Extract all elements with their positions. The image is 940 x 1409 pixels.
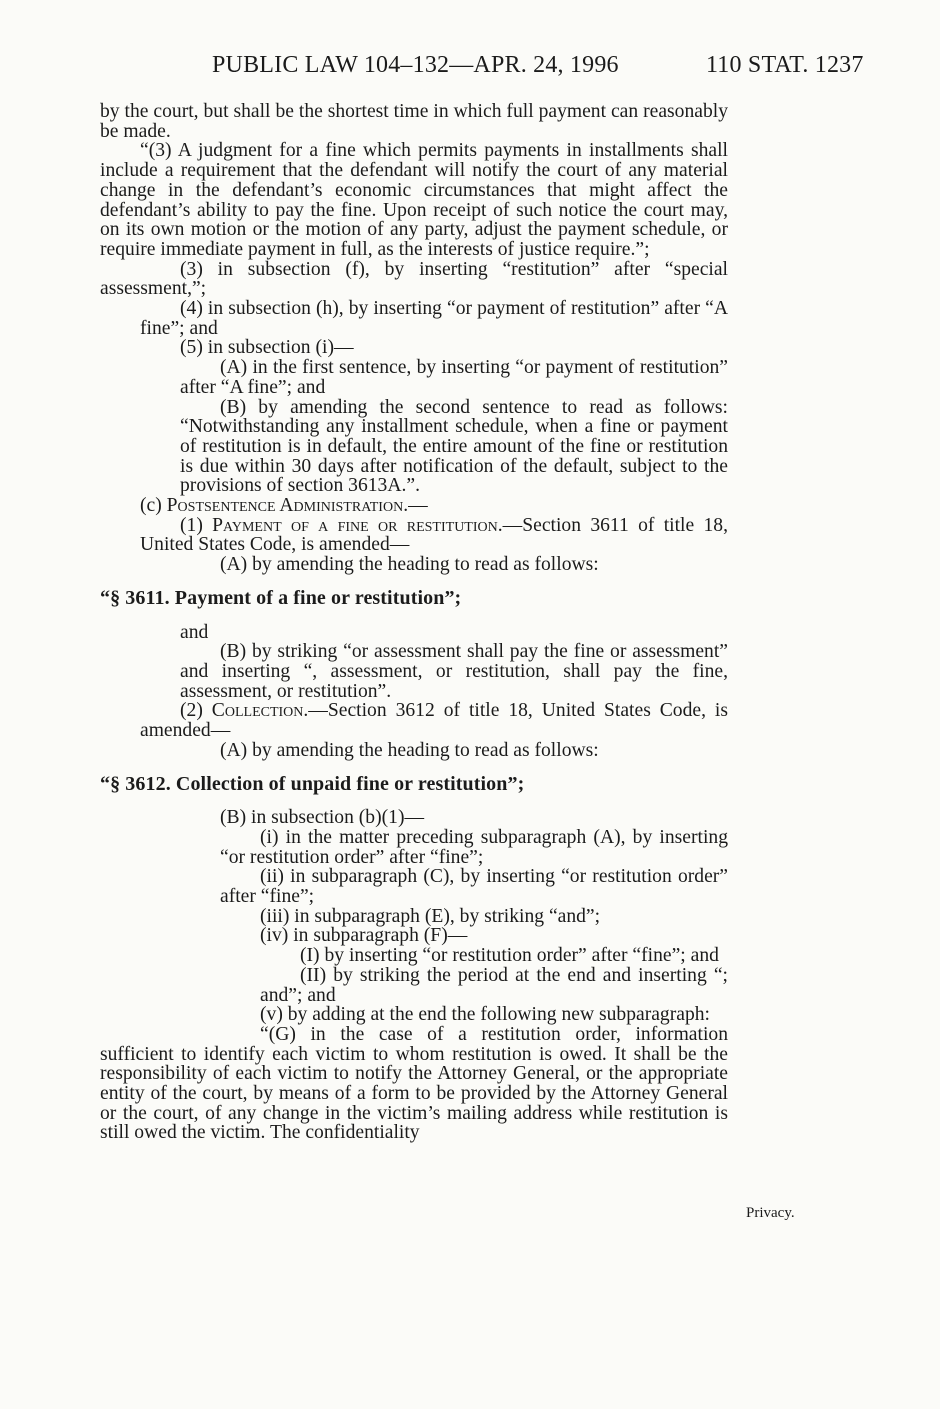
margin-note-privacy: Privacy. xyxy=(746,1205,795,1221)
subsection-c-label: (c) xyxy=(140,495,167,517)
clause-iii: (iii) in subparagraph (E), by striking “and”; xyxy=(260,905,601,927)
clause-i: (i) in the matter preceding subparagraph (A), by inserting “or restitution order” after “fine”; xyxy=(220,826,728,868)
paragraph-amend-3: (3) in subsection (f), by inserting “restitution” after “special assessment,”; xyxy=(100,258,728,300)
paragraph-quoted-3: “(3) A judgment for a fine which permits payments in installments shall include a requirement that the defendant will notify the court of any material change in the defendant’s economic circumstances that might affect the defendant’s ability to pay the fine. Upon receipt of such notice the court may, on its own motion or the motion of any party, adjust the payment schedule, or require immediate payment in full, as the interests of justice require.”; xyxy=(100,140,728,260)
paragraph-c2A: (A) by amending the heading to read as follows: xyxy=(220,739,599,761)
paragraph-c1-text: .—Section 3611 of title 18, United States Code, is amended— xyxy=(140,514,728,556)
paragraph-c1-title: Payment of a fine or restitution xyxy=(212,514,498,536)
paragraph-amend-5: (5) in subsection (i)— xyxy=(180,337,354,359)
paragraph-amend-4: (4) in subsection (h), by inserting “or payment of restitution” after “A fine”; and xyxy=(140,298,728,339)
clause-v: (v) by adding at the end the following new subparagraph: xyxy=(260,1004,710,1026)
paragraph-amend-5A: (A) in the first sentence, by inserting “or payment of restitution” after “A fine”; and xyxy=(180,357,728,398)
clause-iv: (iv) in subparagraph (F)— xyxy=(260,925,468,947)
clause-ii: (ii) in subparagraph (C), by inserting “or restitution order” after “fine”; xyxy=(220,866,728,908)
page-header xyxy=(0,52,940,86)
paragraph-c2-text: .—Section 3612 of title 18, United States Code, is amended— xyxy=(140,700,728,742)
section-heading-3611: “§ 3611. Payment of a fine or restitution”; xyxy=(100,586,462,609)
paragraph-c1 xyxy=(100,516,728,555)
document-body xyxy=(100,102,728,1143)
header-stat-citation: 110 STAT. 1237 xyxy=(706,52,864,78)
subsection-c-dash: .— xyxy=(403,495,428,517)
subsection-c-title: Postsentence Administration xyxy=(166,495,404,517)
paragraph-continuation: by the court, but shall be the shortest time in which full payment can reasonably be made. xyxy=(100,101,728,142)
paragraph-c2-label: (2) xyxy=(180,700,212,722)
subclause-I: (I) by inserting “or restitution order” after “fine”; and xyxy=(300,945,719,967)
header-title: PUBLIC LAW 104–132—APR. 24, 1996 xyxy=(212,52,619,78)
paragraph-c2 xyxy=(100,701,728,740)
paragraph-amend-5B: (B) by amending the second sentence to read as follows: “Notwithstanding any installment schedule, when a fine or payment of restitution is in default, the entire amount of the fine or restitution is due within 30 days after notification of the default, subject to the provisions of section 3613A.”. xyxy=(180,396,728,497)
subsection-c-heading xyxy=(100,496,728,516)
paragraph-c1B: (B) by striking “or assessment shall pay the fine or assessment” and inserting “, assessment, or restitution, shall pay the fine, assessment, or restitution”. xyxy=(180,641,728,702)
paragraph-c1A: (A) by amending the heading to read as follows: xyxy=(220,554,599,576)
paragraph-c1-label: (1) xyxy=(180,514,213,536)
paragraph-c2-title: Collection xyxy=(211,700,304,722)
quoted-subparagraph-G: “(G) in the case of a restitution order, information sufficient to identify each victim to whom restitution is owed. It shall be the responsibility of each victim to notify the Attorney General, or the appropriate entity of the court, by means of a form to be provided by the Attorney General or the court, of any change in the victim’s mailing address while restitution is still owed the victim. The confidentiality xyxy=(100,1023,728,1144)
paragraph-and: and xyxy=(180,621,209,643)
paragraph-c2B: (B) in subsection (b)(1)— xyxy=(220,807,425,829)
subclause-II: (II) by striking the period at the end and inserting “; and”; and xyxy=(260,964,728,1006)
section-heading-3612: “§ 3612. Collection of unpaid fine or restitution”; xyxy=(100,772,525,795)
